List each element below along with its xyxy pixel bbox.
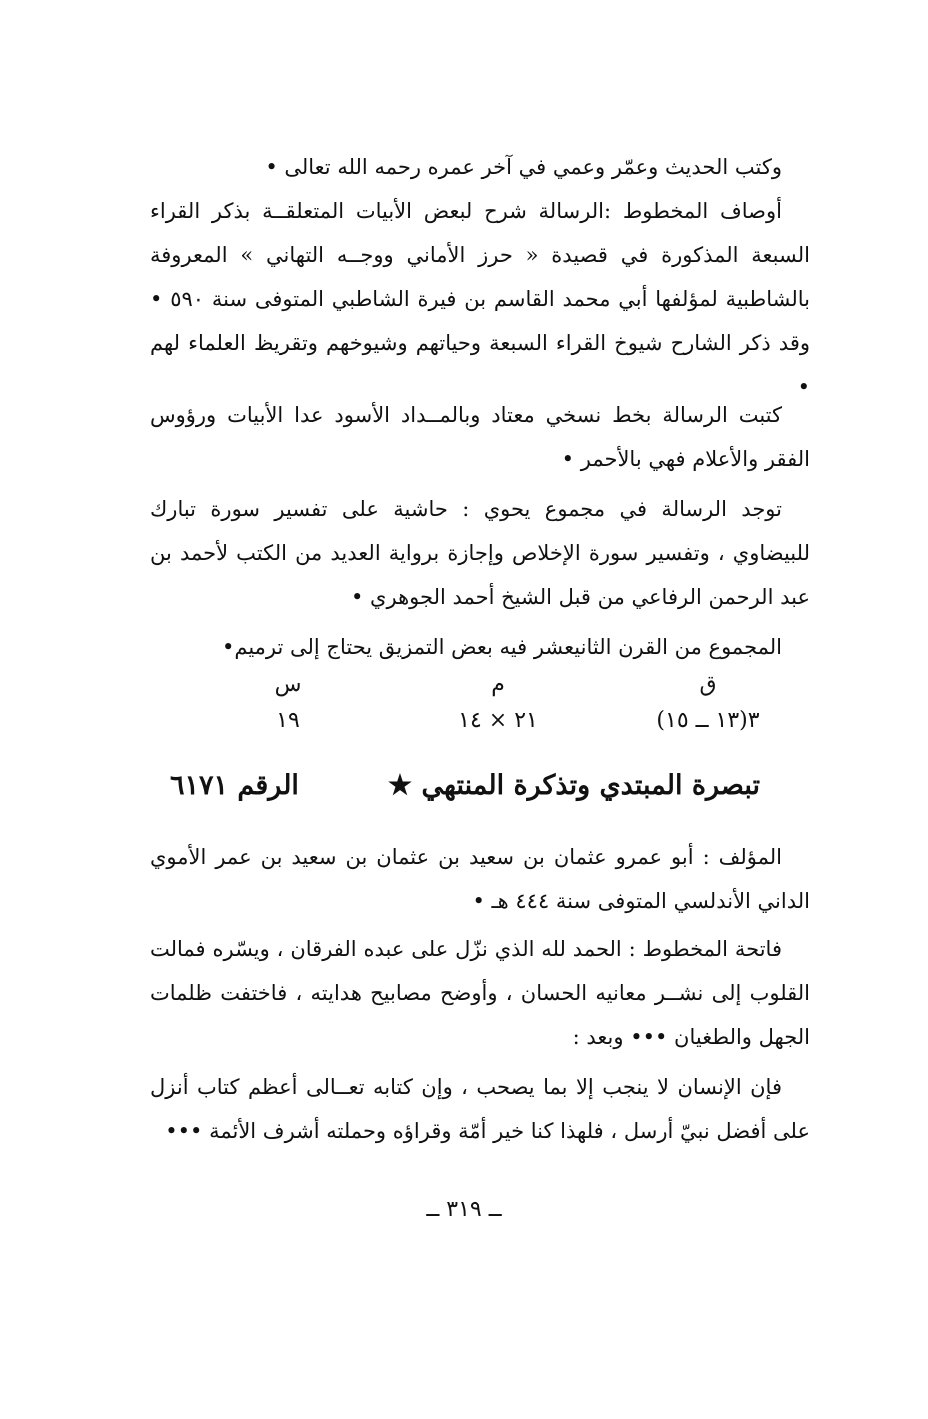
paragraph-opening — [150, 927, 810, 1059]
value-folios: ٣(١٣ ــ ١٥) — [656, 708, 760, 733]
paragraph-biography-end — [150, 145, 810, 189]
opening-text: فاتحة المخطوط : الحمد لله الذي نزّل على عبده الفرقان ، ويسّره فمالت القلوب إلى نشــر معانيه الحسان ، وأوضح مصابيح هدايته ، فاختفت ظلمات الجهل والطغيان ••• وبعد : — [150, 937, 810, 1049]
header-dimensions: م — [491, 672, 505, 697]
paragraph-description — [150, 189, 810, 409]
value-lines: ١٩ — [276, 708, 300, 733]
script-description-text: كتبت الرسالة بخط نسخي معتاد وبالمــداد الأسود عدا الأبيات ورؤوس الفقر والأعلام فهي بالأحمر • — [150, 403, 810, 471]
header-lines: س — [274, 672, 302, 697]
paragraph-continuation — [150, 1065, 810, 1153]
condition-text: المجموع من القرن الثانيعشر فيه بعض التمزيق يحتاج إلى ترميم• — [221, 635, 782, 659]
entry-heading — [170, 770, 760, 801]
author-text: المؤلف : أبو عمرو عثمان بن سعيد بن عثمان بن سعيد بن عمر الأموي الداني الأندلسي المتوفى سنة ٤٤٤ هـ • — [150, 845, 810, 913]
paragraph-collection — [150, 487, 810, 619]
entry-number: الرقم ٦١٧١ — [170, 770, 299, 801]
paragraph-script — [150, 393, 810, 481]
paragraph-author — [150, 835, 810, 923]
codicology-table-headers — [228, 672, 768, 697]
continuation-text: فإن الإنسان لا ينجب إلا بما يصحب ، وإن كتابه تعــالى أعظم كتاب أنزل على أفضل نبيّ أرسل ، فلهذا كنا خير أمّة وقراؤه وحملته أشرف الأئمة ••• — [150, 1075, 810, 1143]
page-number: ــ ٣١٩ ــ — [426, 1197, 502, 1222]
manuscript-description-text: أوصاف المخطوط :الرسالة شرح لبعض الأبيات المتعلقــة بذكر القراء السبعة المذكورة في قصيدة « حرز الأماني ووجــه التهاني » المعروفة بالشاطبية لمؤلفها أبي محمد القاسم بن فيرة الشاطبي المتوفى سنة ٥٩٠ • وقد ذكر الشارح شيوخ القراء السبعة وحياتهم وشيوخهم وتقريظ العلماء لهم • — [150, 199, 810, 399]
header-folios: ق — [699, 672, 717, 697]
paragraph-condition — [150, 625, 810, 669]
entry-title: تبصرة المبتدي وتذكرة المنتهي ★ — [387, 770, 760, 801]
text-line: وكتب الحديث وعمّر وعمي في آخر عمره رحمه الله تعالى • — [265, 155, 782, 179]
value-dimensions: ٢١ × ١٤ — [458, 708, 538, 733]
collection-description-text: توجد الرسالة في مجموع يحوي : حاشية على تفسير سورة تبارك للبيضاوي ، وتفسير سورة الإخلاص وإجازة برواية العديد من الكتب لأحمد بن عبد الرحمن الرفاعي من قبل الشيخ أحمد الجوهري • — [150, 497, 810, 609]
codicology-table-values — [228, 708, 768, 733]
